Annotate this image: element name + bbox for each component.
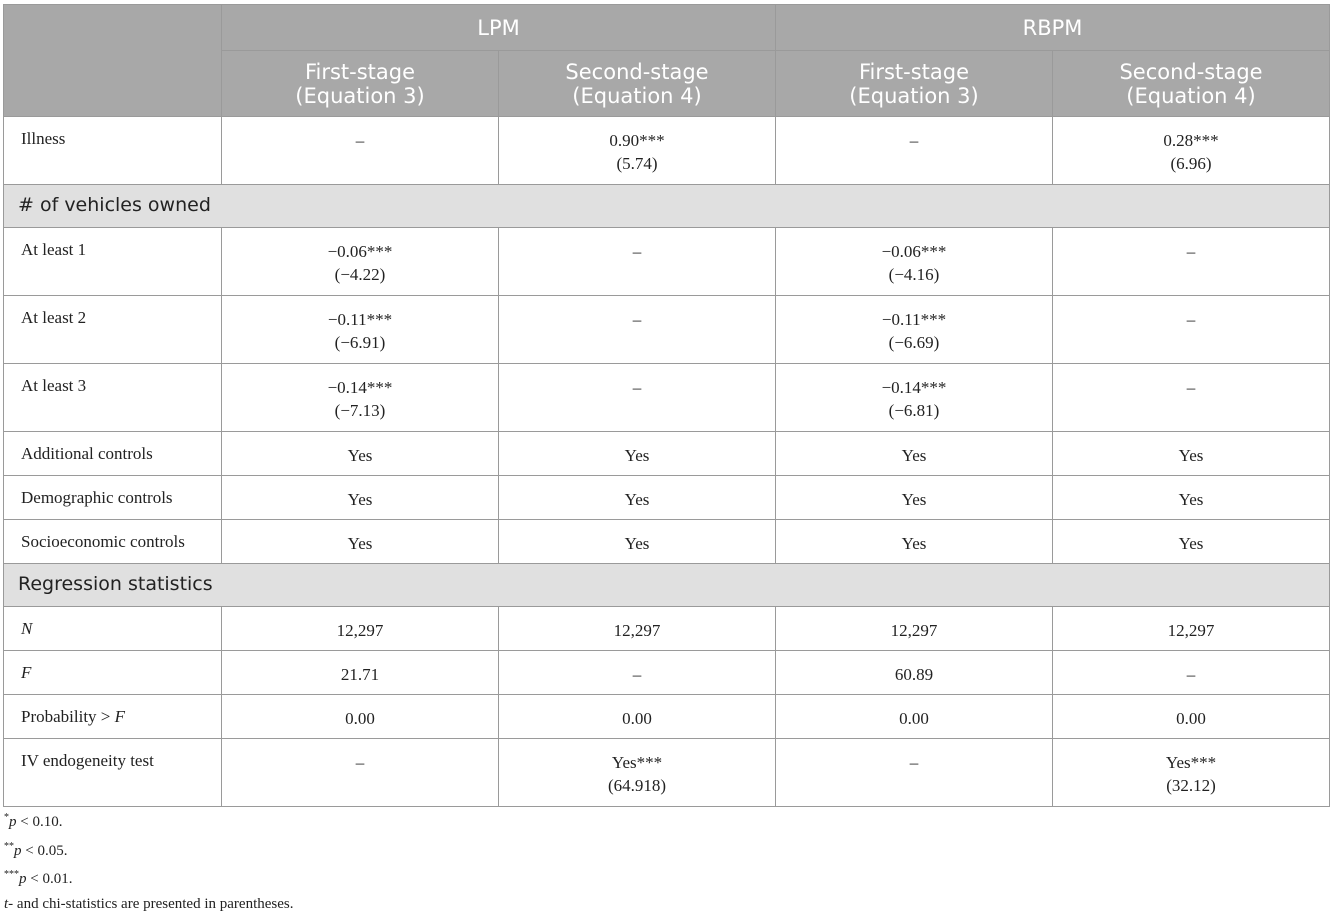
row-label: Additional controls xyxy=(4,432,222,476)
row-label: Illness xyxy=(4,117,222,185)
cell-stat: (6.96) xyxy=(1170,154,1211,173)
header-corner xyxy=(4,5,222,117)
cell-value: −0.14*** xyxy=(882,378,947,397)
table-cell: 12,297 xyxy=(776,607,1053,651)
note-line xyxy=(4,863,293,892)
cell-stat: (−6.81) xyxy=(889,401,940,420)
cell-stat: (5.74) xyxy=(616,154,657,173)
table-cell xyxy=(499,739,776,807)
table-cell: Yes xyxy=(1053,520,1330,564)
table-cell xyxy=(776,296,1053,364)
row-label: At least 1 xyxy=(4,228,222,296)
cell-value: −0.06*** xyxy=(328,242,393,261)
header-lpm-second-stage xyxy=(499,51,776,117)
table-cell: 0.00 xyxy=(1053,695,1330,739)
row-label: At least 2 xyxy=(4,296,222,364)
table-cell xyxy=(776,364,1053,432)
row-label: N xyxy=(4,607,222,651)
section-heading: # of vehicles owned xyxy=(4,185,1330,228)
cell-value: – xyxy=(633,310,642,329)
table-cell: Yes xyxy=(222,476,499,520)
table-cell: 21.71 xyxy=(222,651,499,695)
header-line: Second-stage xyxy=(1119,60,1262,84)
cell-value: – xyxy=(356,131,365,150)
header-line: (Equation 4) xyxy=(572,84,701,108)
cell-value: – xyxy=(1187,242,1196,261)
table-cell: 0.00 xyxy=(499,695,776,739)
table-cell: 12,297 xyxy=(1053,607,1330,651)
table-cell xyxy=(222,364,499,432)
table-cell: Yes xyxy=(499,432,776,476)
note-sup: ** xyxy=(4,841,14,852)
table-cell xyxy=(1053,739,1330,807)
cell-value: – xyxy=(633,242,642,261)
header-rbpm-first-stage xyxy=(776,51,1053,117)
cell-value: −0.06*** xyxy=(882,242,947,261)
table-cell xyxy=(499,117,776,185)
table-cell: 12,297 xyxy=(222,607,499,651)
cell-value: – xyxy=(356,753,365,772)
regression-table xyxy=(3,4,1330,807)
header-lpm-first-stage xyxy=(222,51,499,117)
table-cell: 60.89 xyxy=(776,651,1053,695)
row-label: F xyxy=(4,651,222,695)
table-row-at-least-1 xyxy=(4,228,1330,296)
note-sup: * xyxy=(4,812,9,823)
cell-value: Yes*** xyxy=(1166,753,1216,772)
note-text: - and chi-statistics are presented in parentheses. xyxy=(8,896,293,912)
section-heading: Regression statistics xyxy=(4,564,1330,607)
table-cell xyxy=(222,296,499,364)
cell-value: 0.28*** xyxy=(1163,131,1218,150)
table-row-demographic-controls xyxy=(4,476,1330,520)
table-cell: Yes xyxy=(776,520,1053,564)
cell-value: – xyxy=(910,753,919,772)
cell-stat: (−4.22) xyxy=(335,265,386,284)
row-label: Socioeconomic controls xyxy=(4,520,222,564)
table-cell xyxy=(499,364,776,432)
cell-value: −0.11*** xyxy=(882,310,946,329)
table-cell xyxy=(222,739,499,807)
table-cell: Yes xyxy=(499,476,776,520)
note-text: < 0.01. xyxy=(27,871,73,887)
table-row-at-least-3 xyxy=(4,364,1330,432)
table-cell: Yes xyxy=(776,432,1053,476)
header-line: First-stage xyxy=(859,60,969,84)
header-line: (Equation 3) xyxy=(295,84,424,108)
cell-stat: (32.12) xyxy=(1166,776,1216,795)
note-line xyxy=(4,806,293,835)
table-notes xyxy=(4,806,293,916)
table-row-socioeconomic-controls xyxy=(4,520,1330,564)
note-italic: p xyxy=(9,814,17,830)
note-text: < 0.10. xyxy=(17,814,63,830)
header-line: (Equation 3) xyxy=(849,84,978,108)
table-row-additional-controls xyxy=(4,432,1330,476)
cell-value: – xyxy=(1187,310,1196,329)
cell-stat: (−4.16) xyxy=(889,265,940,284)
header-rbpm-second-stage xyxy=(1053,51,1330,117)
cell-value: 0.90*** xyxy=(609,131,664,150)
note-italic: p xyxy=(14,843,22,859)
cell-value: – xyxy=(910,131,919,150)
cell-stat: (−7.13) xyxy=(335,401,386,420)
table-cell xyxy=(776,739,1053,807)
header-group-rbpm: RBPM xyxy=(776,5,1330,51)
table-cell: 12,297 xyxy=(499,607,776,651)
table-cell xyxy=(776,228,1053,296)
cell-stat: (−6.69) xyxy=(889,333,940,352)
section-row-regression xyxy=(4,564,1330,607)
note-italic: t xyxy=(4,896,8,912)
table-cell: 0.00 xyxy=(776,695,1053,739)
table-cell xyxy=(776,117,1053,185)
cell-value: – xyxy=(633,378,642,397)
header-line: First-stage xyxy=(305,60,415,84)
table-row-probability xyxy=(4,695,1330,739)
table-row-f xyxy=(4,651,1330,695)
table-cell xyxy=(499,296,776,364)
table-cell: Yes xyxy=(222,432,499,476)
row-label: At least 3 xyxy=(4,364,222,432)
note-italic: p xyxy=(19,871,27,887)
header-line: Second-stage xyxy=(565,60,708,84)
header-group-lpm: LPM xyxy=(222,5,776,51)
note-sup: *** xyxy=(4,869,19,880)
table-cell xyxy=(1053,364,1330,432)
table-cell: – xyxy=(1053,651,1330,695)
note-line xyxy=(4,835,293,864)
table-cell: – xyxy=(499,651,776,695)
label-italic: F xyxy=(115,707,125,726)
table-cell: Yes xyxy=(776,476,1053,520)
table-cell xyxy=(222,228,499,296)
row-label: Demographic controls xyxy=(4,476,222,520)
table-cell: Yes xyxy=(1053,476,1330,520)
table-row-iv-endogeneity xyxy=(4,739,1330,807)
table-cell xyxy=(222,117,499,185)
section-row-vehicles xyxy=(4,185,1330,228)
table-row-at-least-2 xyxy=(4,296,1330,364)
table-cell xyxy=(1053,117,1330,185)
cell-value: Yes*** xyxy=(612,753,662,772)
header-line: (Equation 4) xyxy=(1126,84,1255,108)
label-text: Probability > xyxy=(21,707,115,726)
table-cell: 0.00 xyxy=(222,695,499,739)
table-cell xyxy=(1053,296,1330,364)
regression-table-container xyxy=(3,4,1329,807)
table-header xyxy=(4,5,1330,117)
cell-value: −0.11*** xyxy=(328,310,392,329)
cell-stat: (64.918) xyxy=(608,776,666,795)
row-label: IV endogeneity test xyxy=(4,739,222,807)
row-label xyxy=(4,695,222,739)
table-cell xyxy=(1053,228,1330,296)
cell-value: −0.14*** xyxy=(328,378,393,397)
table-row-illness xyxy=(4,117,1330,185)
table-cell: Yes xyxy=(499,520,776,564)
table-row-n xyxy=(4,607,1330,651)
cell-value: – xyxy=(1187,378,1196,397)
table-cell: Yes xyxy=(222,520,499,564)
cell-stat: (−6.91) xyxy=(335,333,386,352)
table-cell: Yes xyxy=(1053,432,1330,476)
note-text: < 0.05. xyxy=(22,843,68,859)
table-cell xyxy=(499,228,776,296)
